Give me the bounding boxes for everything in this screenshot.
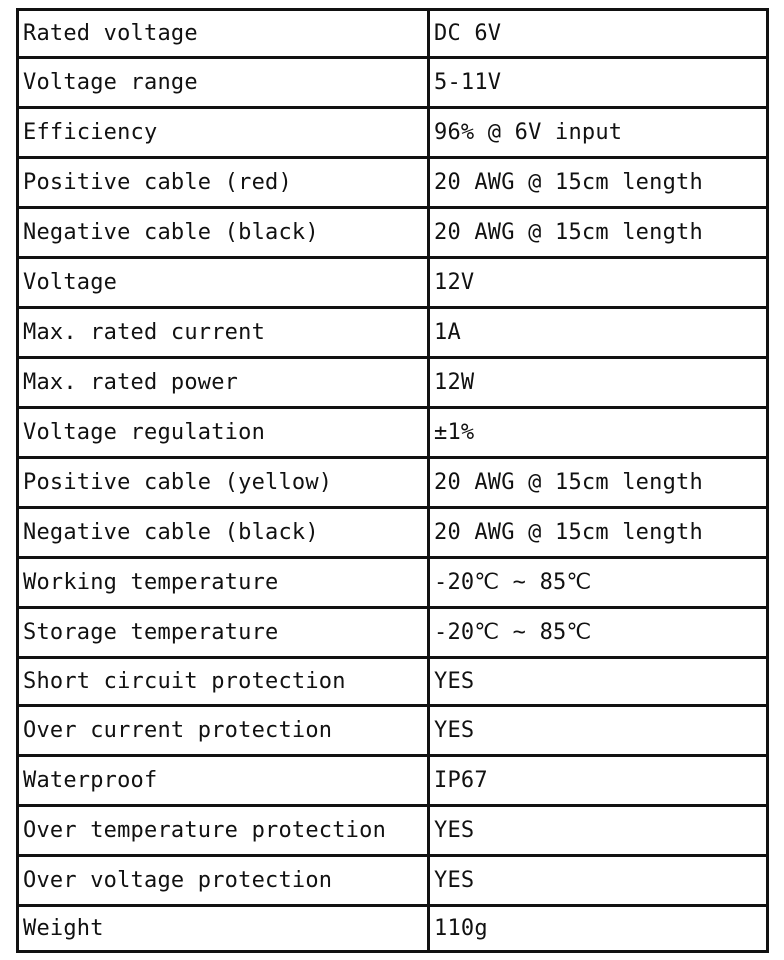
spec-label-cell: Negative cable (black) xyxy=(18,508,429,558)
table-row xyxy=(18,358,768,408)
spec-value-cell: YES xyxy=(429,658,768,706)
table-row xyxy=(18,58,768,108)
spec-value-cell: 20 AWG @ 15cm length xyxy=(429,158,768,208)
spec-label-cell: Positive cable (red) xyxy=(18,158,429,208)
spec-label-cell: Voltage range xyxy=(18,58,429,108)
table-row xyxy=(18,108,768,158)
spec-value-cell: YES xyxy=(429,856,768,906)
spec-value-cell: -20℃ ~ 85℃ xyxy=(429,608,768,658)
spec-value-cell: 12V xyxy=(429,258,768,308)
table-row xyxy=(18,158,768,208)
table-row xyxy=(18,508,768,558)
table-row xyxy=(18,856,768,906)
spec-value-cell: ±1% xyxy=(429,408,768,458)
spec-value-cell: 96% @ 6V input xyxy=(429,108,768,158)
spec-label-cell: Negative cable (black) xyxy=(18,208,429,258)
table-row xyxy=(18,208,768,258)
table-row xyxy=(18,308,768,358)
spec-value-cell: -20℃ ~ 85℃ xyxy=(429,558,768,608)
table-row xyxy=(18,10,768,58)
spec-value-cell: 110g xyxy=(429,906,768,952)
spec-label-cell: Rated voltage xyxy=(18,10,429,58)
spec-label-cell: Over current protection xyxy=(18,706,429,756)
table-row xyxy=(18,706,768,756)
spec-value-cell: 5-11V xyxy=(429,58,768,108)
table-row xyxy=(18,806,768,856)
spec-value-cell: IP67 xyxy=(429,756,768,806)
spec-label-cell: Voltage regulation xyxy=(18,408,429,458)
table-row xyxy=(18,408,768,458)
spec-label-cell: Weight xyxy=(18,906,429,952)
table-row xyxy=(18,558,768,608)
spec-value-cell: YES xyxy=(429,806,768,856)
spec-table xyxy=(16,8,769,953)
table-row xyxy=(18,608,768,658)
spec-label-cell: Storage temperature xyxy=(18,608,429,658)
table-row xyxy=(18,258,768,308)
spec-value-cell: 12W xyxy=(429,358,768,408)
spec-label-cell: Waterproof xyxy=(18,756,429,806)
spec-value-cell: DC 6V xyxy=(429,10,768,58)
spec-label-cell: Efficiency xyxy=(18,108,429,158)
spec-value-cell: 20 AWG @ 15cm length xyxy=(429,508,768,558)
spec-value-cell: YES xyxy=(429,706,768,756)
table-row xyxy=(18,458,768,508)
spec-label-cell: Max. rated current xyxy=(18,308,429,358)
spec-label-cell: Short circuit protection xyxy=(18,658,429,706)
spec-table-body xyxy=(18,10,768,952)
spec-value-cell: 20 AWG @ 15cm length xyxy=(429,458,768,508)
table-row xyxy=(18,756,768,806)
table-row xyxy=(18,906,768,952)
spec-label-cell: Working temperature xyxy=(18,558,429,608)
spec-value-cell: 1A xyxy=(429,308,768,358)
table-row xyxy=(18,658,768,706)
spec-label-cell: Over temperature protection xyxy=(18,806,429,856)
spec-label-cell: Positive cable (yellow) xyxy=(18,458,429,508)
spec-label-cell: Voltage xyxy=(18,258,429,308)
spec-label-cell: Over voltage protection xyxy=(18,856,429,906)
spec-value-cell: 20 AWG @ 15cm length xyxy=(429,208,768,258)
spec-label-cell: Max. rated power xyxy=(18,358,429,408)
